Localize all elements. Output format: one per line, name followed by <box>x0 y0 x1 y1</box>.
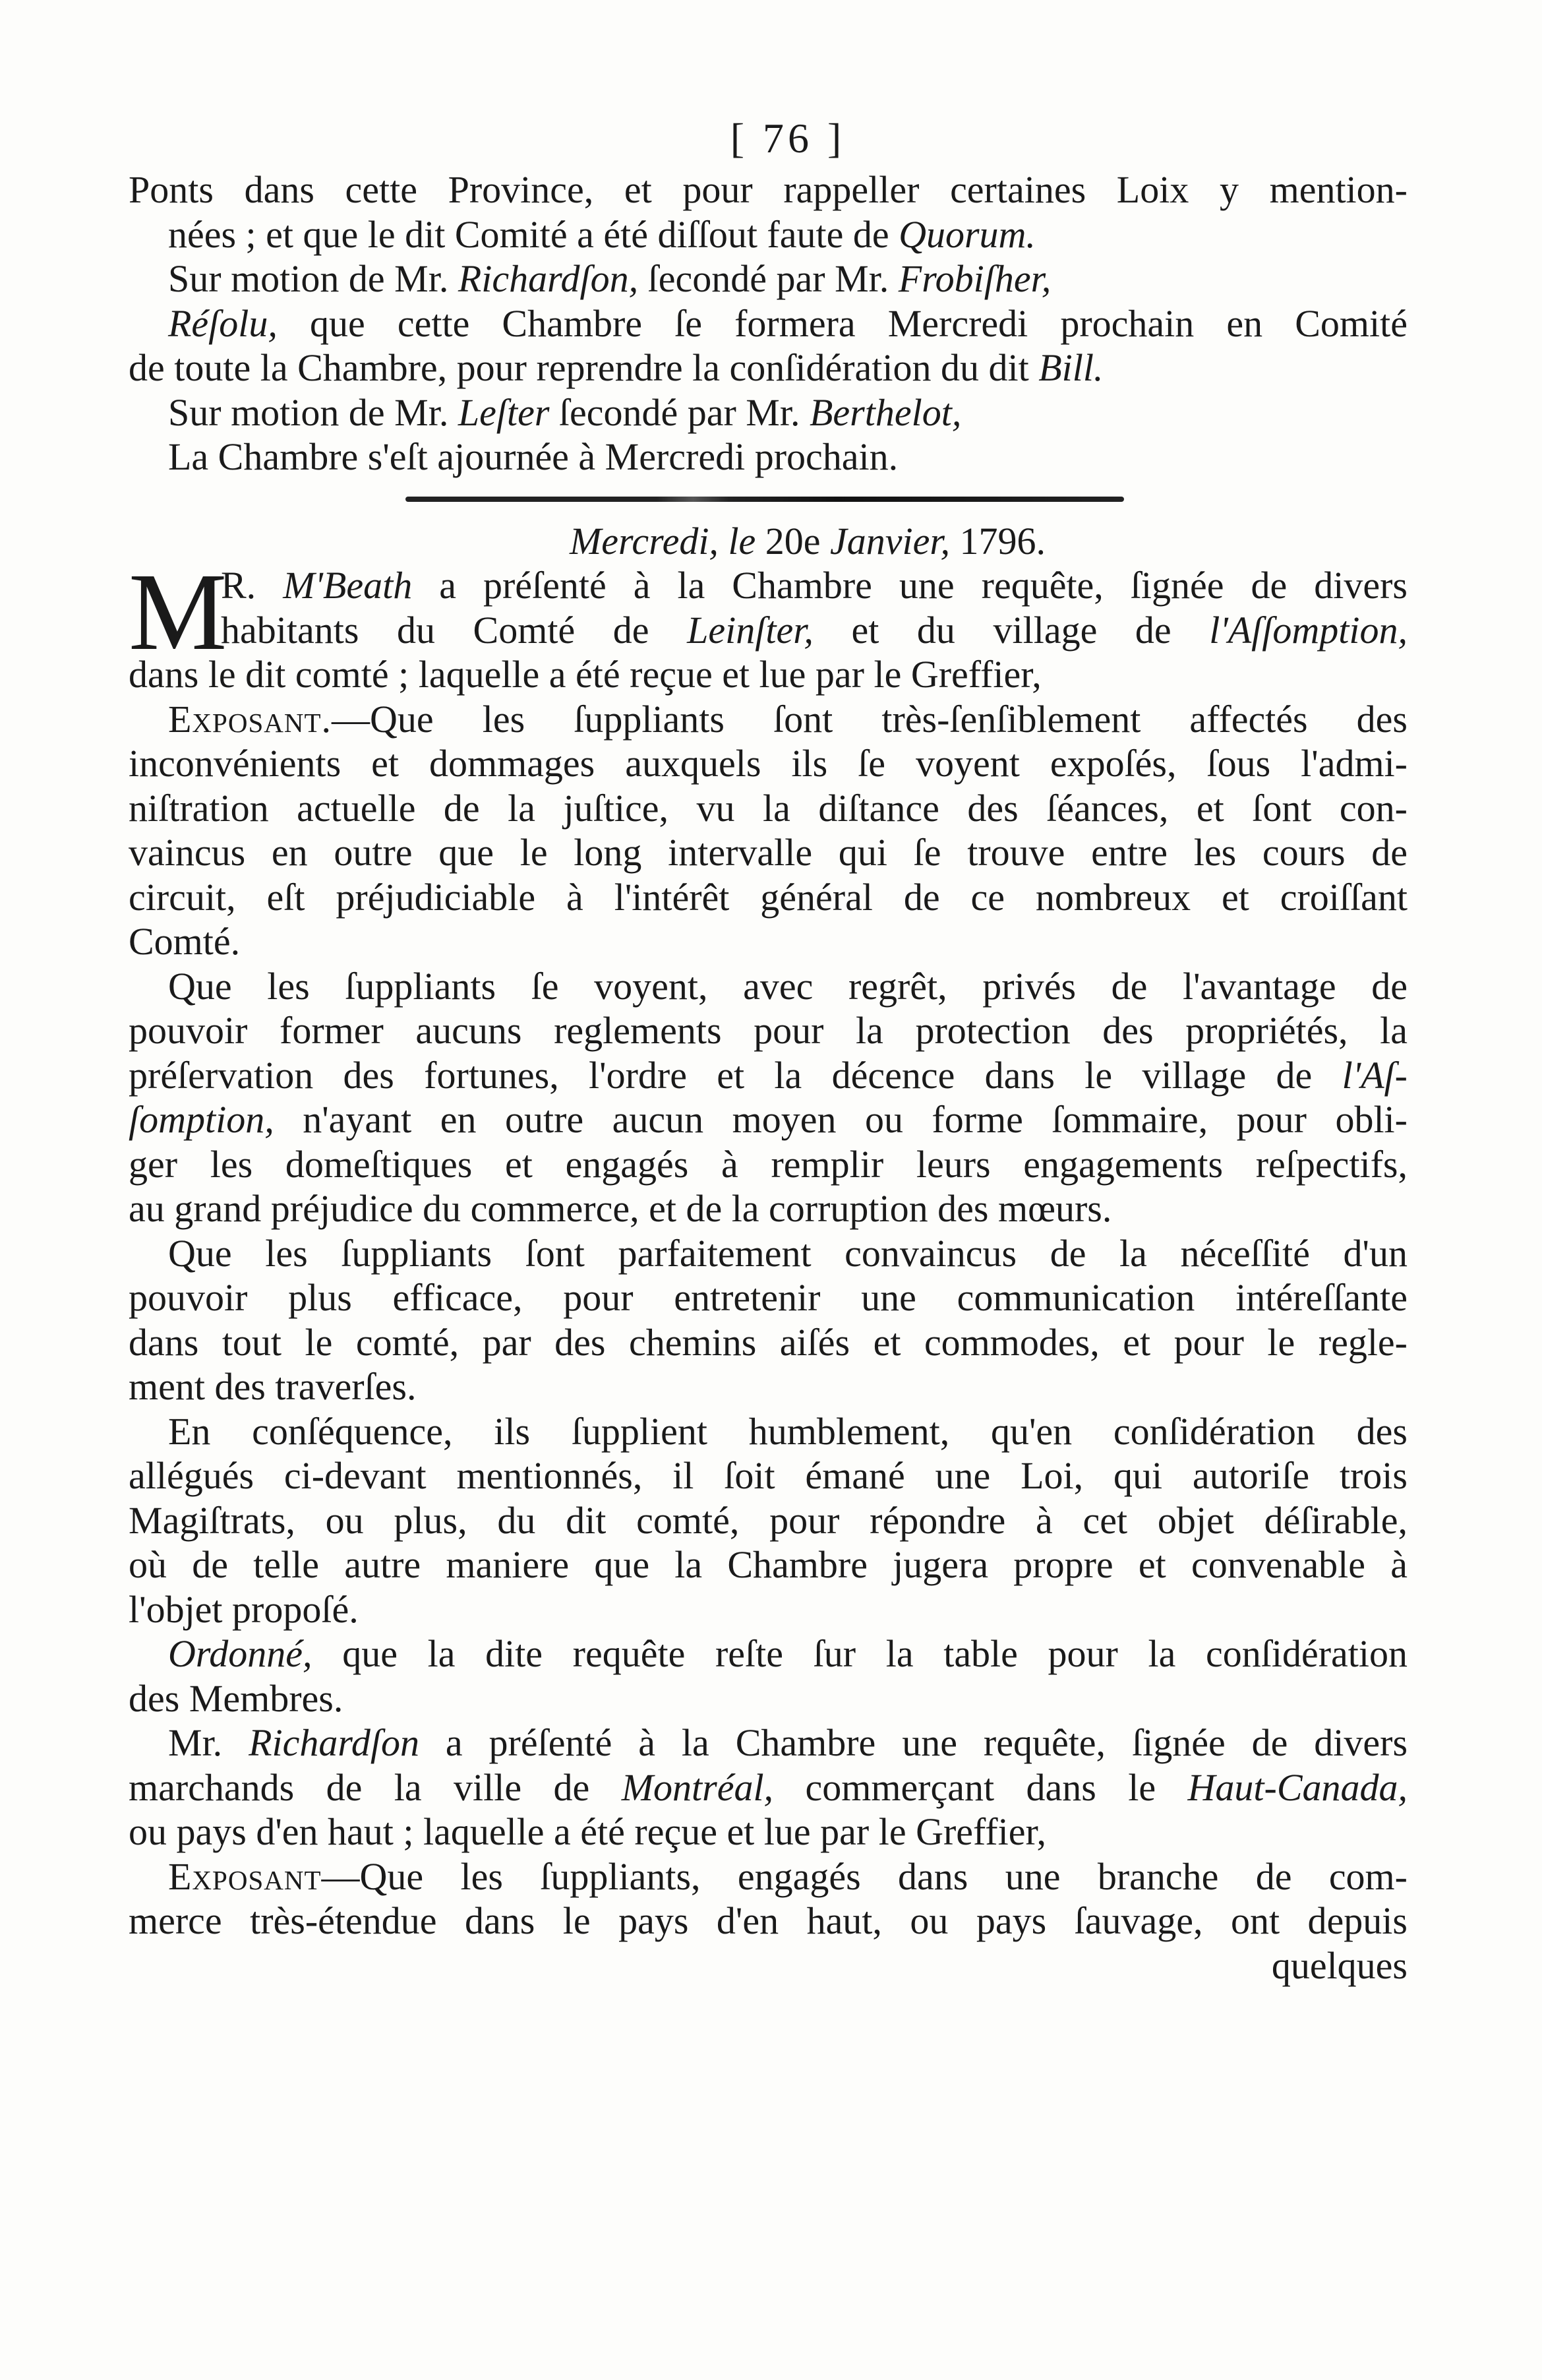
text-line: En conſéquence, ils ſupplient humblement, qu'en conſidération des <box>168 1409 1408 1453</box>
resolution-line: Réſolu, que cette Chambre ſe formera Mercredi prochain en Comité <box>168 301 1408 345</box>
text-line: ſomption, n'ayant en outre aucun moyen ou forme ſommaire, pour obli- <box>129 1098 1408 1141</box>
mover-name: Richardſon, <box>458 257 639 300</box>
ordonne-label: Ordonné, <box>168 1632 312 1675</box>
text-line: préſervation des fortunes, l'ordre et la décence dans le village de l'Aſ- <box>129 1053 1408 1097</box>
text-line: Exposant—Que les ſuppliants, engagés dans une branche de com- <box>168 1854 1408 1898</box>
member-name: M'Beath <box>283 564 413 607</box>
bill-word: Bill. <box>1038 346 1104 389</box>
text-line: circuit, eſt préjudiciable à l'intérêt général de ce nombreux et croiſſant <box>129 875 1408 919</box>
text-line: habitants du Comté de Leinſter, et du village de l'Aſſomption, <box>221 608 1408 652</box>
text-line: marchands de la ville de Montréal, commerçant dans le Haut-Canada, <box>129 1765 1408 1809</box>
motion-line: Sur motion de Mr. Leſter ſecondé par Mr. Berthelot, <box>168 390 962 434</box>
member-name: Richardſon <box>249 1721 419 1764</box>
page-number: [ 76 ] <box>730 115 846 162</box>
text-line: pouvoir former aucuns reglements pour la protection des propriétés, la <box>129 1009 1408 1052</box>
order-line: Ordonné, que la dite requête reſte ſur la table pour la conſidération <box>168 1632 1408 1675</box>
text-line: ment des traverſes. <box>129 1365 417 1408</box>
mover-name: Leſter <box>458 390 550 434</box>
exposant-label: Exposant. <box>168 697 332 741</box>
text-line: Comté. <box>129 920 241 963</box>
text-line: Ponts dans cette Province, et pour rappeller certaines Loix y mention- <box>129 168 1408 211</box>
resolu-label: Réſolu, <box>168 301 278 345</box>
text-line: inconvénients et dommages auxquels ils ſe voyent expoſés, ſous l'admi- <box>129 742 1408 785</box>
adjournment-line: La Chambre s'eſt ajournée à Mercredi prochain. <box>168 435 899 478</box>
text-line: Mr. Richardſon a préſenté à la Chambre une requête, ſignée de divers <box>168 1721 1408 1764</box>
text-line: des Membres. <box>129 1676 343 1720</box>
text-line: Exposant.—Que les ſuppliants ſont très-ſenſiblement affectés des <box>168 697 1408 741</box>
text-line: merce très-étendue dans le pays d'en haut, ou pays ſauvage, ont depuis <box>129 1899 1408 1942</box>
text-line: de toute la Chambre, pour reprendre la conſidération du dit Bill. <box>129 346 1104 389</box>
document-page <box>129 112 1408 1988</box>
text-line: pouvoir plus efficace, pour entretenir une communication intéreſſante <box>129 1276 1408 1319</box>
text-line: ger les domeſtiques et engagés à remplir leurs engagements reſpectifs, <box>129 1142 1408 1186</box>
text-line: Que les ſuppliants ſont parfaitement convaincus de la néceſſité d'un <box>168 1231 1408 1275</box>
text-line: nées ; et que le dit Comité a été diſſout faute de Quorum. <box>168 212 1036 256</box>
text-line: l'objet propoſé. <box>129 1587 359 1631</box>
text-line: où de telle autre maniere que la Chambre jugera propre et convenable à <box>129 1543 1408 1586</box>
text-line: vaincus en outre que le long intervalle qui ſe trouve entre les cours de <box>129 831 1408 874</box>
motion-line: Sur motion de Mr. Richardſon, ſecondé par Mr. Frobiſher, <box>168 257 1052 300</box>
section-divider <box>129 479 1408 519</box>
text-line: Magiſtrats, ou plus, du dit comté, pour répondre à cet objet déſirable, <box>129 1498 1408 1542</box>
catchword: quelques <box>1271 1943 1408 1987</box>
text-line: ou pays d'en haut ; laquelle a été reçue et lue par le Greffier, <box>129 1810 1046 1853</box>
seconder-name: Frobiſher, <box>898 257 1052 300</box>
text-line: allégués ci-devant mentionnés, il ſoit émané une Loi, qui autoriſe trois <box>129 1454 1408 1497</box>
text-line: dans tout le comté, par des chemins aiſés et commodes, et pour le regle- <box>129 1320 1408 1364</box>
text-line: dans le dit comté ; laquelle a été reçue et lue par le Greffier, <box>129 653 1042 696</box>
session-date: Mercredi, le 20e Janvier, 1796. <box>569 519 1046 563</box>
exposant-label: Exposant <box>168 1854 322 1898</box>
text-line: au grand préjudice du commerce, et de la corruption des mœurs. <box>129 1187 1112 1230</box>
seconder-name: Berthelot, <box>809 390 962 434</box>
text-line: Que les ſuppliants ſe voyent, avec regrêt, privés de l'avantage de <box>168 964 1408 1008</box>
petition-block <box>129 551 1408 673</box>
text-line: niſtration actuelle de la juſtice, vu la diſtance des ſéances, et ſont con- <box>129 786 1408 830</box>
quorum-word: Quorum. <box>899 212 1036 256</box>
drop-cap: M <box>129 551 227 673</box>
text-line: R. M'Beath a préſenté à la Chambre une requête, ſignée de divers <box>221 564 1408 607</box>
